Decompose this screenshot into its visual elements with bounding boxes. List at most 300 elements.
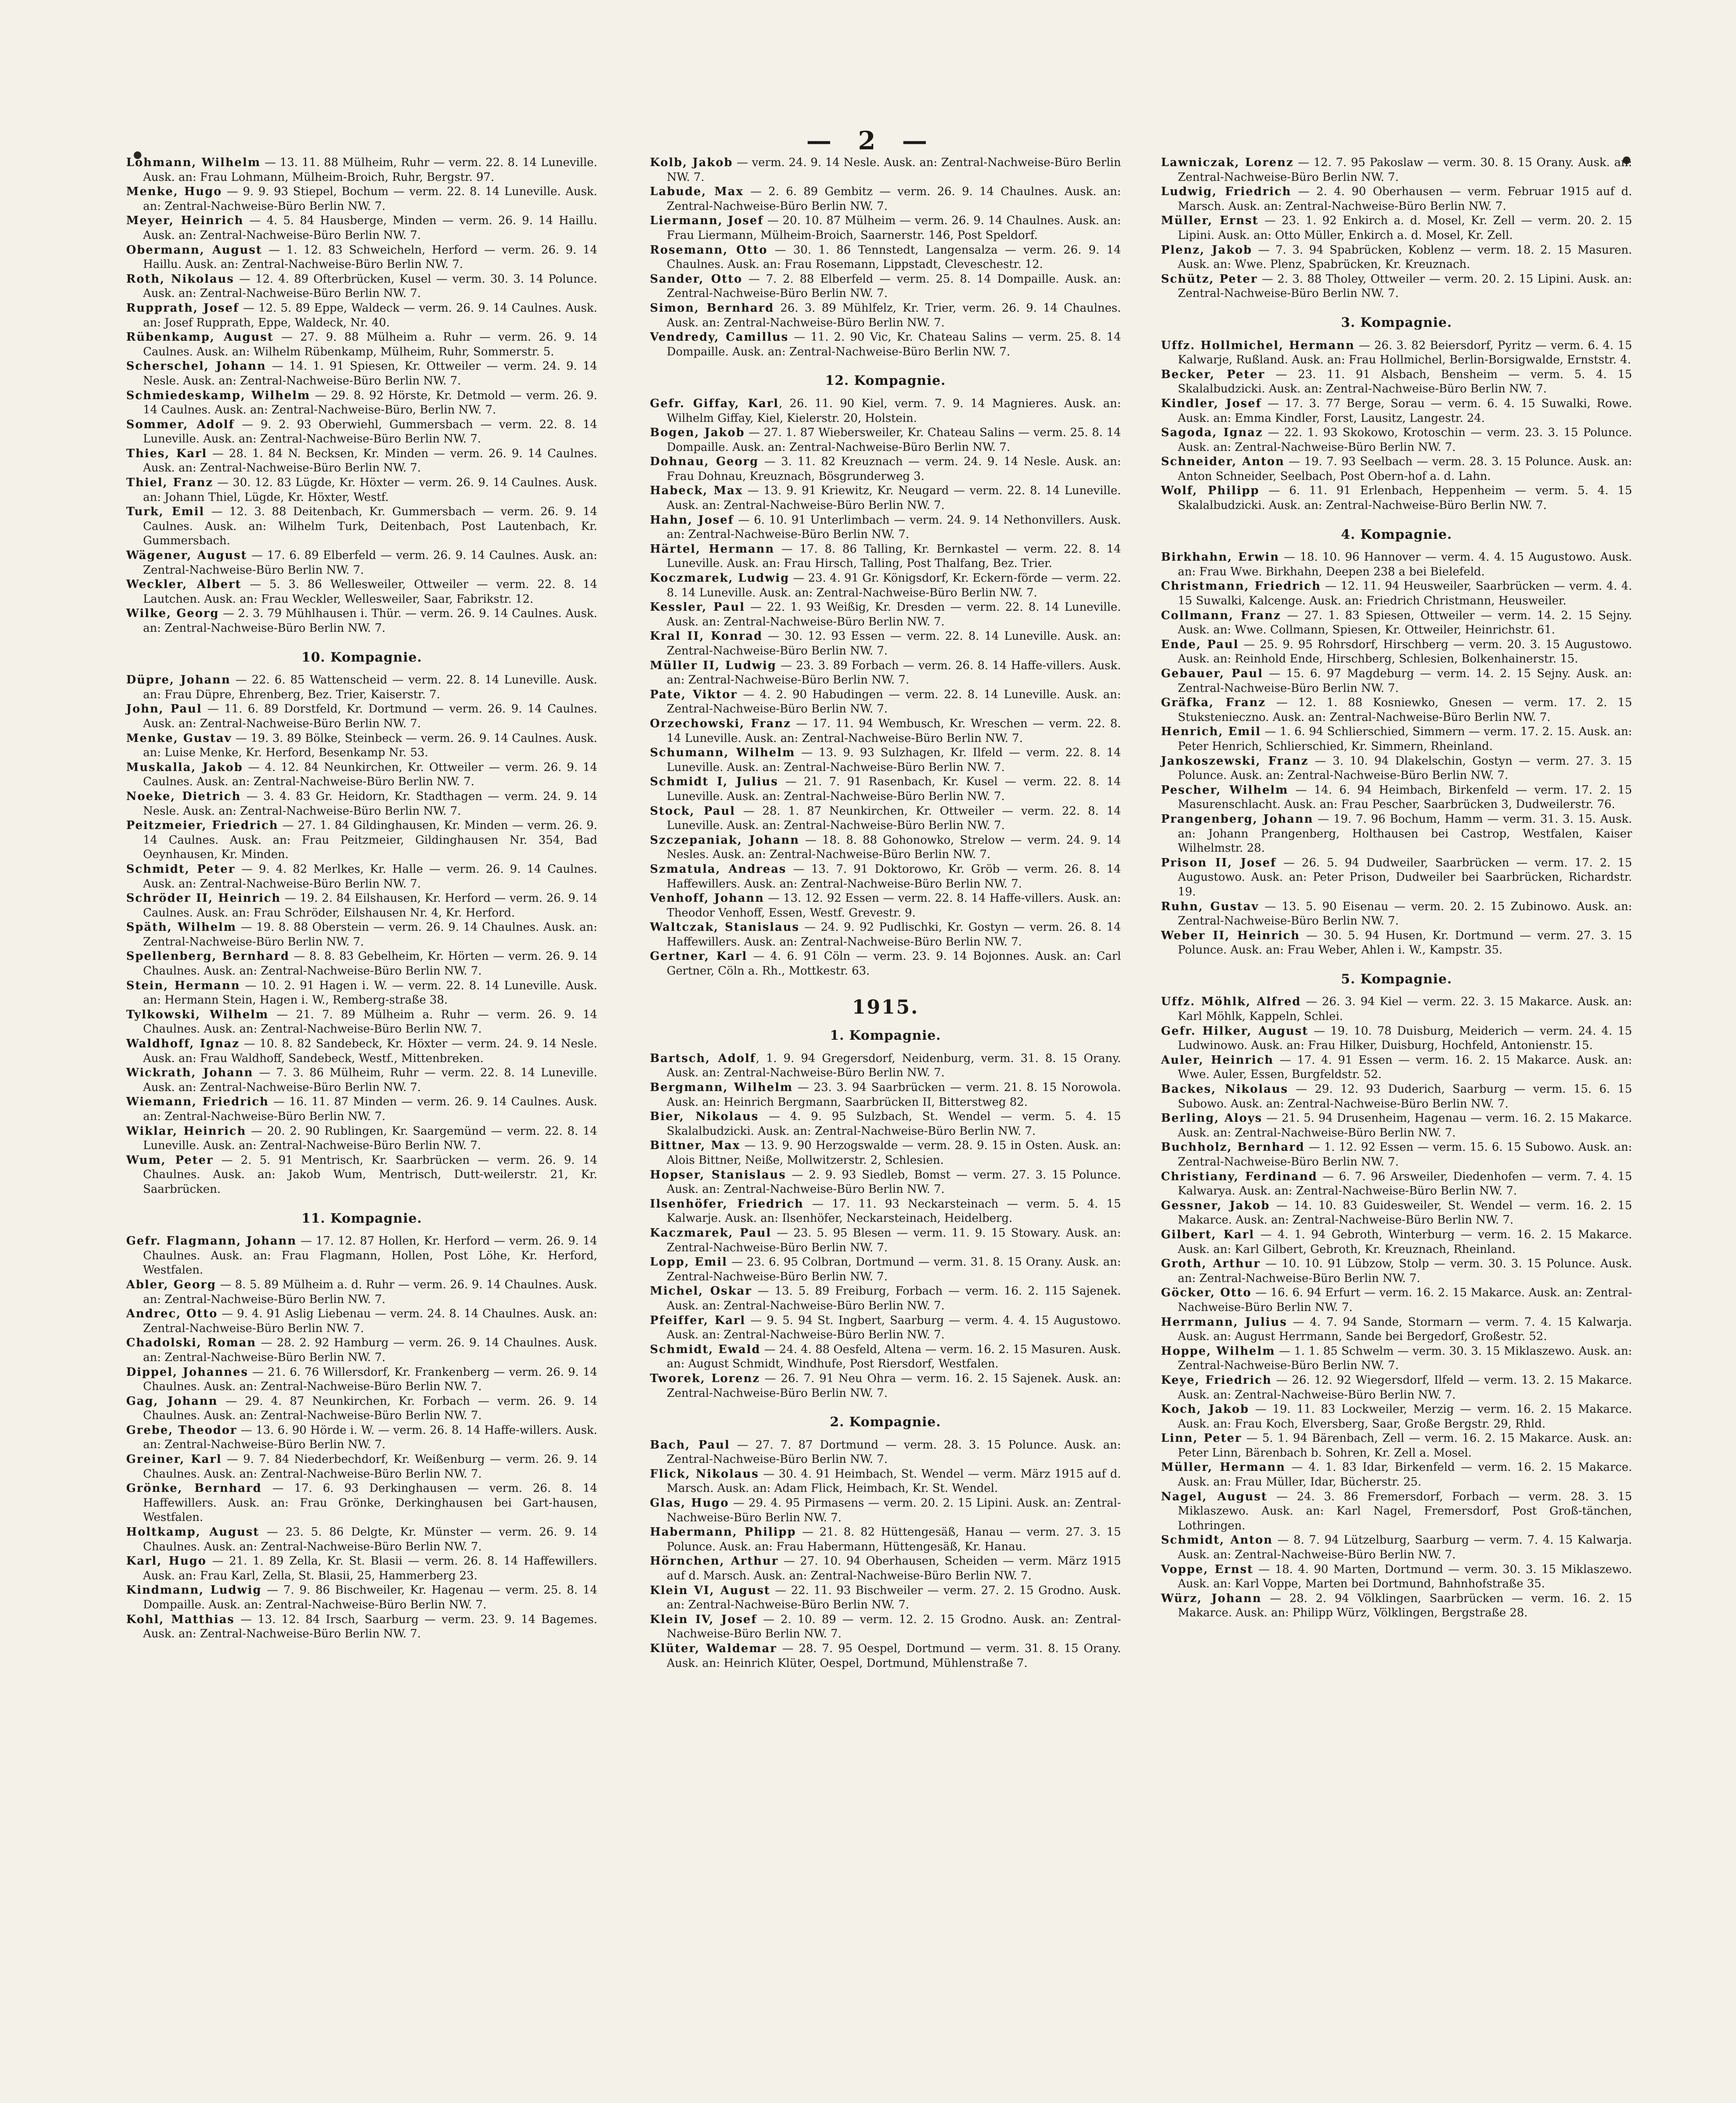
- entry-name: Stein, Hermann: [126, 979, 241, 992]
- entry-name: Weckler, Albert: [126, 578, 241, 591]
- casualty-entry: [1161, 368, 1632, 397]
- entry-details: — 9. 5. 94 St. Ingbert, Saarburg — verm. 4. 4. 15 Augustowo. Ausk. an: Zentral-Nachweise-Büro Berlin NW. 7.: [667, 1314, 1121, 1342]
- entry-name: Peitzmeier, Friedrich: [126, 819, 278, 832]
- entry-details: — 23. 4. 91 Gr. Königsdorf, Kr. Eckern-förde — verm. 22. 8. 14 Luneville. Ausk. an: Zentral-Nachweise-Büro Berlin NW. 7.: [667, 572, 1121, 599]
- entry-details: — 13. 6. 90 Hörde i. W. — verm. 26. 8. 14 Haffe-willers. Ausk. an: Zentral-Nachweise-Büro Berlin NW. 7.: [143, 1423, 597, 1451]
- entry-details: — 7. 2. 88 Elberfeld — verm. 25. 8. 14 Dompaille. Ausk. an: Zentral-Nachweise-Büro Berlin NW. 7.: [667, 272, 1121, 300]
- casualty-entry: [126, 447, 597, 476]
- entry-name: Prison II, Josef: [1161, 856, 1277, 869]
- casualty-entry: [126, 476, 597, 505]
- entry-name: Kral II, Konrad: [650, 630, 763, 643]
- entry-details: — 12. 3. 88 Deitenbach, Kr. Gummersbach — verm. 26. 9. 14 Caulnes. Ausk. an: Wilhelm Turk, Deitenbach, Post Lautenbach, Kr. Gummersbach.: [143, 505, 597, 548]
- casualty-entry: [1161, 783, 1632, 812]
- entry-details: — 21. 6. 76 Willersdorf, Kr. Frankenberg — verm. 26. 9. 14 Chaulnes. Ausk. an: Zentral-Nachweise-Büro Berlin NW. 7.: [143, 1365, 597, 1393]
- casualty-entry: [126, 891, 597, 920]
- casualty-entry: [650, 833, 1121, 862]
- entry-name: Pfeiffer, Karl: [650, 1314, 746, 1327]
- casualty-entry: [126, 1066, 597, 1095]
- casualty-entry: [1161, 1431, 1632, 1460]
- entry-name: Voppe, Ernst: [1161, 1563, 1254, 1576]
- entry-name: Roth, Nikolaus: [126, 272, 234, 286]
- casualty-entry: [126, 607, 597, 636]
- entry-details: — 13. 5. 90 Eisenau — verm. 20. 2. 15 Zubinowo. Ausk. an: Zentral-Nachweise-Büro Berlin NW. 7.: [1178, 900, 1632, 928]
- entry-details: 26. 3. 89 Mühlfelz, Kr. Trier, verm. 26. 9. 14 Chaulnes. Ausk. an: Zentral-Nachweise-Büro Berlin NW. 7.: [667, 301, 1121, 329]
- entry-name: Kessler, Paul: [650, 601, 745, 614]
- casualty-entry: [650, 1226, 1121, 1255]
- entry-details: — 11. 6. 89 Dorstfeld, Kr. Dortmund — verm. 26. 9. 14 Caulnes. Ausk. an: Zentral-Nachweise-Büro Berlin NW. 7.: [143, 702, 597, 730]
- entry-details: — 15. 6. 97 Magdeburg — verm. 14. 2. 15 Sejny. Ausk. an: Zentral-Nachweise-Büro Berlin NW. 7.: [1178, 667, 1632, 695]
- entry-name: Sagoda, Ignaz: [1161, 426, 1263, 440]
- entry-name: Tworek, Lorenz: [650, 1372, 760, 1385]
- casualty-entry: [1161, 995, 1632, 1024]
- entry-name: Schmidt, Ewald: [650, 1343, 761, 1356]
- entry-details: — 23. 1. 92 Enkirch a. d. Mosel, Kr. Zell — verm. 20. 2. 15 Lipini. Ausk. an: Otto Müller, Enkirch a. d. Mosel, Kr. Zell.: [1178, 214, 1632, 242]
- casualty-entry: [650, 1284, 1121, 1313]
- casualty-entry: [650, 1197, 1121, 1226]
- entry-name: Ende, Paul: [1161, 638, 1239, 651]
- entry-name: Bogen, Jakob: [650, 426, 745, 440]
- casualty-entry: [126, 330, 597, 359]
- entry-details: — 23. 5. 95 Blesen — verm. 11. 9. 15 Stowary. Ausk. an: Zentral-Nachweise-Büro Berlin NW. 7.: [667, 1226, 1121, 1254]
- casualty-entry: [650, 659, 1121, 688]
- casualty-entry: [650, 1255, 1121, 1284]
- casualty-entry: [1161, 609, 1632, 638]
- entry-details: — 20. 2. 90 Rublingen, Kr. Saargemünd — verm. 22. 8. 14 Luneville. Ausk. an: Zentral-Nachweise-Büro Berlin NW. 7.: [143, 1124, 597, 1152]
- entry-details: — 5. 3. 86 Wellesweiler, Ottweiler — verm. 22. 8. 14 Lautchen. Ausk. an: Frau Weckler, Wellesweiler, Saar, Fabrikstr. 12.: [143, 578, 597, 606]
- casualty-entry: [126, 731, 597, 760]
- entry-details: — 18. 8. 88 Gohonowko, Strelow — verm. 24. 9. 14 Nesles. Ausk. an: Zentral-Nachweise-Büro Berlin NW. 7.: [667, 833, 1121, 861]
- casualty-entry: [126, 1153, 597, 1197]
- entry-name: Bier, Nikolaus: [650, 1110, 759, 1123]
- entry-name: Auler, Heinrich: [1161, 1053, 1274, 1067]
- casualty-entry: [126, 1234, 597, 1278]
- entry-name: Obermann, August: [126, 243, 262, 257]
- entry-name: Pescher, Wilhelm: [1161, 783, 1288, 797]
- entry-details: — 17. 11. 94 Wembusch, Kr. Wreschen — verm. 22. 8. 14 Luneville. Ausk. an: Zentral-Nachweise-Büro Berlin NW. 7.: [667, 717, 1121, 745]
- casualty-entry: [650, 455, 1121, 484]
- entry-details: — 23. 3. 89 Forbach — verm. 26. 8. 14 Haffe-villers. Ausk. an: Zentral-Nachweise-Büro Berlin NW. 7.: [667, 659, 1121, 687]
- entry-name: Kohl, Matthias: [126, 1613, 235, 1626]
- entry-name: Christmann, Friedrich: [1161, 580, 1321, 593]
- entry-name: Chadolski, Roman: [126, 1336, 257, 1350]
- entry-details: — 25. 9. 95 Rohrsdorf, Hirschberg — verm. 20. 3. 15 Augustowo. Ausk. an: Reinhold Ende, Hirschberg, Schlesien, Bolkenhainerstr. 15.: [1178, 638, 1633, 666]
- casualty-entry: [126, 1452, 597, 1481]
- entry-name: Sander, Otto: [650, 272, 742, 286]
- entry-name: Glas, Hugo: [650, 1496, 729, 1510]
- entry-details: — 21. 7. 89 Mülheim a. Ruhr — verm. 26. 9. 14 Chaulnes. Ausk. an: Zentral-Nachweise-Büro Berlin NW. 7.: [143, 1008, 597, 1036]
- casualty-entry: [126, 1481, 597, 1525]
- entry-name: Müller, Ernst: [1161, 214, 1259, 228]
- casualty-entry: [650, 272, 1121, 301]
- entry-details: — 8. 7. 94 Lützelburg, Saarburg — verm. 7. 4. 15 Kalwarja. Ausk. an: Zentral-Nachweise-Büro Berlin NW. 7.: [1178, 1534, 1632, 1562]
- entry-name: Rübenkamp, August: [126, 331, 274, 344]
- casualty-entry: [1161, 1053, 1632, 1082]
- company-heading: 1. Kompagnie.: [830, 1028, 941, 1044]
- casualty-entry: [1161, 1257, 1632, 1286]
- entry-name: Wolf, Philipp: [1161, 484, 1259, 498]
- entry-name: Dohnau, Georg: [650, 455, 759, 469]
- casualty-entry: [650, 1110, 1121, 1139]
- entry-details: — 12. 11. 94 Heusweiler, Saarbrücken — verm. 4. 4. 15 Suwalki, Kalcenge. Ausk. an: Friedrich Christmann, Heusweiler.: [1178, 580, 1632, 608]
- entry-name: Hahn, Josef: [650, 513, 734, 527]
- entry-details: — 26. 3. 82 Beiersdorf, Pyritz — verm. 6. 4. 15 Kalwarje, Rußland. Ausk. an: Frau Hollmichel, Berlin-Borsigwalde, Ernststr. 4.: [1178, 339, 1632, 367]
- casualty-entry: [126, 1095, 597, 1124]
- entry-name: Kindmann, Ludwig: [126, 1584, 262, 1597]
- entry-details: — 6. 7. 96 Arsweiler, Diedenhofen — verm. 7. 4. 15 Kalwarya. Ausk. an: Zentral-Nachweise-Büro Berlin NW. 7.: [1178, 1170, 1632, 1198]
- entry-details: — 17. 4. 91 Essen — verm. 16. 2. 15 Makarce. Ausk. an: Wwe. Auler, Essen, Burgfeldstr. 52.: [1178, 1053, 1633, 1081]
- casualty-entry: [126, 789, 597, 818]
- entry-details: — 14. 1. 91 Spiesen, Kr. Ottweiler — verm. 24. 9. 14 Nesle. Ausk. an: Zentral-Nachweise-Büro Berlin NW. 7.: [143, 360, 597, 387]
- entry-name: Backes, Nikolaus: [1161, 1083, 1288, 1096]
- entry-name: Henrich, Emil: [1161, 725, 1261, 739]
- entry-details: — 13. 9. 91 Kriewitz, Kr. Neugard — verm. 22. 8. 14 Luneville. Ausk. an: Zentral-Nachweise-Büro Berlin NW. 7.: [667, 484, 1121, 512]
- entry-details: , 26. 11. 90 Kiel, verm. 7. 9. 14 Magnieres. Ausk. an: Wilhelm Giffay, Kiel, Kielerstr. 20, Holstein.: [667, 397, 1121, 425]
- entry-name: Uffz. Möhlk, Alfred: [1161, 995, 1301, 1009]
- entry-name: Weber II, Heinrich: [1161, 929, 1300, 942]
- entry-name: Dippel, Johannes: [126, 1365, 249, 1379]
- entry-details: — 12. 4. 89 Ofterbrücken, Kusel — verm. 30. 3. 14 Polunce. Ausk. an: Zentral-Nachweise-Büro Berlin NW. 7.: [143, 272, 597, 300]
- entry-details: — 22. 1. 93 Weißig, Kr. Dresden — verm. 22. 8. 14 Luneville. Ausk. an: Zentral-Nachweise-Büro Berlin NW. 7.: [667, 601, 1121, 628]
- entry-details: — 9. 4. 82 Merlkes, Kr. Halle — verm. 26. 9. 14 Caulnes. Ausk. an: Zentral-Nachweise-Büro Berlin NW. 7.: [143, 862, 597, 890]
- entry-details: — 12. 1. 88 Kosniewko, Gnesen — verm. 17. 2. 15 Stukstenieczno. Ausk. an: Zentral-Nachweise-Büro Berlin NW. 7.: [1178, 696, 1632, 724]
- entry-name: Greiner, Karl: [126, 1453, 222, 1466]
- entry-name: Flick, Nikolaus: [650, 1467, 759, 1481]
- casualty-entry: [1161, 156, 1632, 185]
- casualty-entry: [650, 688, 1121, 717]
- entry-name: Gefr. Giffay, Karl: [650, 397, 779, 410]
- entry-details: — 19. 2. 84 Eilshausen, Kr. Herford — verm. 26. 9. 14 Caulnes. Ausk. an: Frau Schröder, Eilshausen Nr. 4, Kr. Herford.: [143, 892, 597, 919]
- entry-name: Michel, Oskar: [650, 1285, 752, 1298]
- casualty-entry: [650, 1584, 1121, 1613]
- entry-details: — 19. 7. 93 Seelbach — verm. 28. 3. 15 Polunce. Ausk. an: Anton Schneider, Seelbach, Post Obern-hof a. d. Lahn.: [1178, 455, 1632, 483]
- entry-details: — 8. 5. 89 Mülheim a. d. Ruhr — verm. 26. 9. 14 Chaulnes. Ausk. an: Zentral-Nachweise-Büro Berlin NW. 7.: [143, 1278, 597, 1306]
- entry-details: — 7. 9. 86 Bischweiler, Kr. Hagenau — verm. 25. 8. 14 Dompaille. Ausk. an: Zentral-Nachweise-Büro Berlin NW. 7.: [143, 1584, 597, 1611]
- entry-name: Venhoff, Johann: [650, 892, 764, 905]
- casualty-entry: [1161, 1170, 1632, 1199]
- entry-name: Szmatula, Andreas: [650, 862, 787, 876]
- entry-name: Gilbert, Karl: [1161, 1228, 1255, 1241]
- casualty-entry: [126, 673, 597, 702]
- entry-name: Ilsenhöfer, Friedrich: [650, 1197, 804, 1210]
- entry-name: Kindler, Josef: [1161, 397, 1262, 410]
- casualty-entry: [650, 185, 1121, 214]
- casualty-entry: [126, 1008, 597, 1037]
- entry-details: — 24. 9. 92 Pudlischki, Kr. Gostyn — verm. 26. 8. 14 Haffewillers. Ausk. an: Zentral-Nachweise-Büro Berlin NW. 7.: [667, 921, 1121, 948]
- entry-name: Groth, Arthur: [1161, 1257, 1261, 1271]
- entry-name: Christiany, Ferdinand: [1161, 1170, 1317, 1183]
- casualty-entry: [650, 1168, 1121, 1197]
- entry-name: Labude, Max: [650, 185, 744, 199]
- casualty-entry: [1161, 696, 1632, 725]
- entry-details: — 1. 6. 94 Schlierschied, Simmern — verm. 17. 2. 15. Ausk. an: Peter Henrich, Schlierschied, Kr. Simmern, Rheinland.: [1178, 725, 1632, 753]
- entry-details: — 2. 3. 79 Mühlhausen i. Thür. — verm. 26. 9. 14 Caulnes. Ausk. an: Zentral-Nachweise-Büro Berlin NW. 7.: [143, 607, 597, 635]
- casualty-entry: [126, 1278, 597, 1307]
- casualty-entry: [650, 949, 1121, 978]
- entry-details: — 22. 11. 93 Bischweiler — verm. 27. 2. 15 Grodno. Ausk. an: Zentral-Nachweise-Büro Berlin NW. 7.: [667, 1584, 1121, 1612]
- casualty-entry: [126, 359, 597, 388]
- casualty-entry: [650, 1372, 1121, 1401]
- entry-details: — 29. 4. 87 Neunkirchen, Kr. Forbach — verm. 26. 9. 14 Chaulnes. Ausk. an: Zentral-Nachweise-Büro Berlin NW. 7.: [143, 1394, 597, 1422]
- entry-details: — 4. 6. 91 Cöln — verm. 23. 9. 14 Bojonnes. Ausk. an: Carl Gertner, Cöln a. Rh., Mottkestr. 63.: [667, 950, 1121, 978]
- casualty-entry: [1161, 667, 1632, 696]
- entry-details: — 17. 8. 86 Talling, Kr. Bernkastel — verm. 22. 8. 14 Luneville. Ausk. an: Frau Hirsch, Talling, Post Thalfang, Bez. Trier.: [667, 542, 1121, 570]
- casualty-entry: [650, 426, 1121, 455]
- company-heading: 5. Kompagnie.: [1341, 971, 1452, 987]
- entry-name: Wum, Peter: [126, 1153, 214, 1167]
- entry-name: Thies, Karl: [126, 447, 207, 460]
- entry-details: — 8. 8. 83 Gebelheim, Kr. Hörten — verm. 26. 9. 14 Chaulnes. Ausk. an: Zentral-Nachweise-Büro Berlin NW. 7.: [143, 950, 597, 978]
- entry-name: Rosemann, Otto: [650, 243, 768, 257]
- entry-name: Wiklar, Heinrich: [126, 1124, 246, 1138]
- entry-details: — 4. 5. 84 Hausberge, Minden — verm. 26. 9. 14 Haillu. Ausk. an: Zentral-Nachweise-Büro Berlin NW. 7.: [143, 214, 597, 242]
- entry-details: — 27. 1. 87 Wiebersweiler, Kr. Chateau Salins — verm. 25. 8. 14 Dompaille. Ausk. an: Zentral-Nachweise-Büro Berlin NW. 7.: [667, 426, 1121, 454]
- casualty-entry: [126, 862, 597, 891]
- entry-details: — 9. 4. 91 Aslig Liebenau — verm. 24. 8. 14 Chaulnes. Ausk. an: Zentral-Nachweise-Büro Berlin NW. 7.: [143, 1307, 597, 1335]
- casualty-entry: [650, 1343, 1121, 1372]
- entry-name: Wilke, Georg: [126, 607, 219, 620]
- entry-name: Habeck, Max: [650, 484, 743, 498]
- casualty-entry: [126, 301, 597, 330]
- casualty-entry: [126, 1336, 597, 1365]
- casualty-entry: [1161, 1490, 1632, 1534]
- entry-name: Schneider, Anton: [1161, 455, 1285, 469]
- entry-name: Bartsch, Adolf: [650, 1052, 756, 1065]
- entry-details: — 30. 12. 83 Lügde, Kr. Höxter — verm. 26. 9. 14 Caulnes. Ausk. an: Johann Thiel, Lügde, Kr. Höxter, Westf.: [143, 476, 598, 504]
- casualty-entry: [650, 571, 1121, 600]
- casualty-entry: [126, 243, 597, 272]
- casualty-entry: [126, 418, 597, 447]
- entry-details: — 17. 6. 89 Elberfeld — verm. 26. 9. 14 Caulnes. Ausk. an: Zentral-Nachweise-Büro Berlin NW. 7.: [143, 549, 597, 577]
- casualty-entry: [126, 1307, 597, 1336]
- entry-name: Koczmarek, Ludwig: [650, 572, 790, 585]
- entry-details: — 30. 1. 86 Tennstedt, Langensalza — verm. 26. 9. 14 Chaulnes. Ausk. an: Frau Rosemann, Lippstadt, Cleveschestr. 12.: [667, 243, 1121, 271]
- entry-name: Lawniczak, Lorenz: [1161, 156, 1294, 169]
- entry-details: — 27. 1. 83 Spiesen, Ottweiler — verm. 14. 2. 15 Sejny. Ausk. an: Wwe. Collmann, Spiesen, Kr. Ottweiler, Heinrichstr. 61.: [1178, 609, 1632, 637]
- entry-details: — 13. 12. 92 Essen — verm. 22. 8. 14 Haffe-villers. Ausk. an: Theodor Venhoff, Essen, Westf. Grevestr. 9.: [667, 892, 1121, 919]
- entry-details: — 22. 6. 85 Wattenscheid — verm. 22. 8. 14 Luneville. Ausk. an: Frau Düpre, Ehrenberg, Bez. Trier, Kaiserstr. 7.: [143, 673, 597, 701]
- entry-name: Liermann, Josef: [650, 214, 764, 228]
- entry-details: — 3. 4. 83 Gr. Heidorn, Kr. Stadthagen — verm. 24. 9. 14 Nesle. Ausk. an: Zentral-Nachweise-Büro Berlin NW. 7.: [143, 789, 597, 818]
- casualty-entry: [650, 1554, 1121, 1583]
- casualty-entry: [650, 1081, 1121, 1110]
- company-heading: 11. Kompagnie.: [301, 1210, 422, 1226]
- entry-details: — 16. 11. 87 Minden — verm. 26. 9. 14 Caulnes. Ausk. an: Zentral-Nachweise-Büro Berlin NW. 7.: [143, 1095, 597, 1123]
- entry-name: Hopser, Stanislaus: [650, 1168, 786, 1181]
- entry-name: Schmiedeskamp, Wilhelm: [126, 389, 310, 402]
- entry-name: Nagel, August: [1161, 1490, 1267, 1503]
- casualty-entry: [1161, 339, 1632, 368]
- entry-details: — 20. 10. 87 Mülheim — verm. 26. 9. 14 Chaulnes. Ausk. an: Frau Liermann, Mülheim-Broich, Saarnerstr. 146, Post Speldorf.: [667, 214, 1121, 242]
- casualty-entry: [650, 1496, 1121, 1525]
- entry-details: — 9. 2. 93 Oberwiehl, Gummersbach — verm. 22. 8. 14 Luneville. Ausk. an: Zentral-Nachweise-Büro Berlin NW. 7.: [143, 418, 597, 446]
- entry-name: Bittner, Max: [650, 1139, 740, 1152]
- casualty-entry: [1161, 1344, 1632, 1373]
- entry-details: — 4. 2. 90 Habudingen — verm. 22. 8. 14 Luneville. Ausk. an: Zentral-Nachweise-Büro Berlin NW. 7.: [667, 688, 1121, 716]
- entry-name: Wägener, August: [126, 549, 247, 562]
- column-right: [1161, 156, 1632, 1621]
- entry-name: Waldhoff, Ignaz: [126, 1037, 240, 1051]
- entry-name: Gebauer, Paul: [1161, 667, 1263, 680]
- entry-details: — 16. 6. 94 Erfurt — verm. 16. 2. 15 Makarce. Ausk. an: Zentral-Nachweise-Büro Berlin NW. 7.: [1178, 1286, 1632, 1314]
- casualty-entry: [650, 1467, 1121, 1496]
- entry-name: Bergmann, Wilhelm: [650, 1081, 793, 1094]
- entry-details: — 13. 7. 91 Doktorowo, Kr. Gröb — verm. 26. 8. 14 Haffewillers. Ausk. an: Zentral-Nachweise-Büro Berlin NW. 7.: [667, 862, 1121, 890]
- casualty-entry: [1161, 1315, 1632, 1344]
- entry-details: — 27. 1. 84 Gildinghausen, Kr. Minden — verm. 26. 9. 14 Caulnes. Ausk. an: Frau Peitzmeier, Gildinghausen Nr. 354, Bad Oeynhausen, Kr. Minden.: [143, 819, 597, 861]
- header-dash-left: —: [806, 126, 834, 156]
- entry-name: Gag, Johann: [126, 1394, 218, 1408]
- entry-name: Waltczak, Stanislaus: [650, 921, 800, 934]
- entry-details: — 4. 1. 83 Idar, Birkenfeld — verm. 16. 2. 15 Makarce. Ausk. an: Frau Müller, Idar, Bücherstr. 25.: [1178, 1461, 1632, 1489]
- entry-name: Simon, Bernhard: [650, 301, 774, 315]
- entry-name: Sommer, Adolf: [126, 418, 235, 431]
- entry-details: — 17. 3. 77 Berge, Sorau — verm. 6. 4. 15 Suwalki, Rowe. Ausk. an: Emma Kindler, Forst, Lausitz, Langestr. 24.: [1178, 397, 1632, 425]
- casualty-entry: [126, 1554, 597, 1583]
- casualty-entry: [650, 775, 1121, 804]
- entry-name: Hörnchen, Arthur: [650, 1555, 779, 1568]
- casualty-entry: [126, 389, 597, 418]
- entry-name: Späth, Wilhelm: [126, 921, 237, 934]
- entry-name: Menke, Hugo: [126, 185, 222, 199]
- entry-details: — 2. 4. 90 Oberhausen — verm. Februar 1915 auf d. Marsch. Ausk. an: Zentral-Nachweise-Büro Berlin NW. 7.: [1178, 185, 1632, 213]
- column-middle: [650, 156, 1121, 1671]
- casualty-entry: [650, 1438, 1121, 1467]
- casualty-entry: [1161, 272, 1632, 301]
- casualty-entry: [1161, 397, 1632, 426]
- entry-details: — 14. 6. 94 Heimbach, Birkenfeld — verm. 17. 2. 15 Masurenschlacht. Ausk. an: Frau Pescher, Saarbrücken 3, Dudweilerstr. 76.: [1178, 783, 1632, 811]
- entry-name: Schütz, Peter: [1161, 272, 1258, 286]
- column-left: [126, 156, 597, 1642]
- casualty-entry: [126, 1037, 597, 1066]
- entry-name: Noeke, Dietrich: [126, 789, 241, 803]
- casualty-entry: [650, 513, 1121, 542]
- entry-name: Thiel, Franz: [126, 476, 213, 490]
- casualty-entry: [1161, 1286, 1632, 1315]
- entry-details: — 29. 4. 95 Pirmasens — verm. 20. 2. 15 Lipini. Ausk. an: Zentral-Nachweise-Büro Berlin NW. 7.: [667, 1496, 1121, 1524]
- casualty-entry: [1161, 214, 1632, 243]
- casualty-entry: [1161, 1402, 1632, 1431]
- entry-name: Gefr. Hilker, August: [1161, 1024, 1309, 1038]
- entry-details: — 24. 3. 86 Fremersdorf, Forbach — verm. 28. 3. 15 Miklaszewo. Ausk. an: Karl Nagel, Fremersdorf, Post Groß-tänchen, Lothringen.: [1178, 1490, 1632, 1532]
- entry-details: — 26. 3. 94 Kiel — verm. 22. 3. 15 Makarce. Ausk. an: Karl Möhlk, Kappeln, Schlei.: [1178, 995, 1632, 1023]
- entry-details: — 21. 7. 91 Rasenbach, Kr. Kusel — verm. 22. 8. 14 Luneville. Ausk. an: Zentral-Nachweise-Büro Berlin NW. 7.: [667, 775, 1121, 803]
- entry-name: Gräfka, Franz: [1161, 696, 1266, 710]
- casualty-entry: [1161, 550, 1632, 579]
- entry-name: Berling, Aloys: [1161, 1112, 1262, 1125]
- entry-details: — 27. 10. 94 Oberhausen, Scheiden — verm. März 1915 auf d. Marsch. Ausk. an: Zentral-Nachweise-Büro Berlin NW. 7.: [667, 1555, 1121, 1583]
- entry-details: — 23. 6. 95 Colbran, Dortmund — verm. 31. 8. 15 Orany. Ausk. an: Zentral-Nachweise-Büro Berlin NW. 7.: [667, 1255, 1121, 1283]
- entry-name: Grönke, Bernhard: [126, 1482, 262, 1495]
- entry-name: Wiemann, Friedrich: [126, 1095, 269, 1109]
- casualty-entry: [126, 505, 597, 548]
- entry-details: — 3. 10. 94 Dlakelschin, Gostyn — verm. 27. 3. 15 Polunce. Ausk. an: Zentral-Nachweise-Büro Berlin NW. 7.: [1178, 754, 1632, 782]
- company-heading: 10. Kompagnie.: [301, 649, 422, 665]
- entry-name: Wickrath, Johann: [126, 1066, 254, 1080]
- entry-details: — 19. 3. 89 Bölke, Steinbeck — verm. 26. 9. 14 Caulnes. Ausk. an: Luise Menke, Kr. Herford, Besenkamp Nr. 53.: [143, 731, 598, 760]
- casualty-entry: [650, 891, 1121, 920]
- entry-details: — 19. 11. 83 Lockweiler, Merzig — verm. 16. 2. 15 Makarce. Ausk. an: Frau Koch, Elversberg, Saar, Große Bergstr. 29, Rhld.: [1178, 1403, 1632, 1430]
- entry-details: — 18. 10. 96 Hannover — verm. 4. 4. 15 Augustowo. Ausk. an: Frau Wwe. Birkhahn, Deepen 238 a bei Bielefeld.: [1178, 551, 1632, 578]
- entry-details: — 4. 7. 94 Sande, Stormarn — verm. 7. 4. 15 Kalwarja. Ausk. an: August Herrmann, Sande bei Bergedorf, Großestr. 52.: [1178, 1315, 1632, 1343]
- entry-name: Schmidt, Peter: [126, 862, 236, 876]
- casualty-entry: [126, 156, 597, 185]
- entry-details: — 10. 8. 82 Sandebeck, Kr. Höxter — verm. 24. 9. 14 Nesle. Ausk. an: Frau Waldhoff, Sandebeck, Westf., Mittenbreken.: [143, 1037, 597, 1065]
- casualty-entry: [650, 804, 1121, 833]
- casualty-entry: [650, 397, 1121, 426]
- entry-details: — 23. 3. 94 Saarbrücken — verm. 21. 8. 15 Norowola. Ausk. an: Heinrich Bergmann, Saarbrücken II, Bitterstweg 82.: [667, 1081, 1121, 1109]
- entry-name: Hoppe, Wilhelm: [1161, 1344, 1275, 1358]
- entry-details: — 19. 10. 78 Duisburg, Meiderich — verm. 24. 4. 15 Ludwinowo. Ausk. an: Frau Hilker, Duisburg, Hochfeld, Antonienstr. 15.: [1178, 1024, 1632, 1052]
- entry-name: Collmann, Franz: [1161, 609, 1281, 622]
- entry-name: Grebe, Theodor: [126, 1423, 237, 1437]
- casualty-entry: [126, 1394, 597, 1423]
- casualty-entry: [650, 1139, 1121, 1168]
- entry-details: — 27. 9. 88 Mülheim a. Ruhr — verm. 26. 9. 14 Caulnes. Ausk. an: Wilhelm Rübenkamp, Mülheim, Ruhr, Sommerstr. 5.: [143, 331, 597, 358]
- entry-name: Uffz. Hollmichel, Hermann: [1161, 339, 1355, 352]
- casualty-entry: [126, 1583, 597, 1612]
- casualty-entry: [126, 1423, 597, 1452]
- casualty-entry: [650, 1613, 1121, 1642]
- entry-name: Gessner, Jakob: [1161, 1199, 1270, 1212]
- entry-name: Abler, Georg: [126, 1278, 216, 1291]
- entry-details: — 1. 12. 92 Essen — verm. 15. 6. 15 Subowo. Ausk. an: Zentral-Nachweise-Büro Berlin NW. 7.: [1178, 1141, 1632, 1168]
- entry-details: — 13. 9. 93 Sulzhagen, Kr. Ilfeld — verm. 22. 8. 14 Luneville. Ausk. an: Zentral-Nachweise-Büro Berlin NW. 7.: [667, 746, 1121, 774]
- entry-details: — 30. 4. 91 Heimbach, St. Wendel — verm. März 1915 auf d. Marsch. Ausk. an: Adam Flick, Heimbach, Kr. St. Wendel.: [667, 1467, 1121, 1495]
- entry-details: — 9. 7. 84 Niederbechdorf, Kr. Weißenburg — verm. 26. 9. 14 Chaulnes. Ausk. an: Zentral-Nachweise-Büro Berlin NW. 7.: [143, 1453, 597, 1481]
- casualty-entry: [1161, 185, 1632, 214]
- casualty-entry: [650, 746, 1121, 775]
- casualty-entry: [650, 301, 1121, 330]
- entry-name: Orzechowski, Franz: [650, 717, 791, 730]
- entry-details: — 26. 12. 92 Wiegersdorf, Ilfeld — verm. 13. 2. 15 Makarce. Ausk. an: Zentral-Nachweise-Büro Berlin NW. 7.: [1178, 1373, 1633, 1401]
- year-heading: 1915.: [852, 995, 919, 1018]
- casualty-entry: [650, 920, 1121, 949]
- entry-name: Kaczmarek, Paul: [650, 1226, 771, 1240]
- casualty-entry: [126, 1525, 597, 1554]
- entry-details: — 24. 4. 88 Oesfeld, Altena — verm. 16. 2. 15 Masuren. Ausk. an: August Schmidt, Windhufe, Post Riersdorf, Westfalen.: [667, 1343, 1121, 1371]
- entry-name: Schröder II, Heinrich: [126, 892, 281, 905]
- entry-details: — verm. 24. 9. 14 Nesle. Ausk. an: Zentral-Nachweise-Büro Berlin NW. 7.: [667, 156, 1121, 184]
- entry-details: — 12. 7. 95 Pakoslaw — verm. 30. 8. 15 Orany. Ausk. an: Zentral-Nachweise-Büro Berlin NW. 7.: [1178, 156, 1632, 184]
- entry-details: — 29. 8. 92 Hörste, Kr. Detmold — verm. 26. 9. 14 Caulnes. Ausk. an: Zentral-Nachweise-Büro, Berlin NW. 7.: [143, 389, 597, 417]
- entry-name: Becker, Peter: [1161, 368, 1265, 381]
- entry-details: — 30. 12. 93 Essen — verm. 22. 8. 14 Luneville. Ausk. an: Zentral-Nachweise-Büro Berlin NW. 7.: [667, 630, 1121, 657]
- entry-name: Szczepaniak, Johann: [650, 833, 800, 847]
- entry-details: — 1. 12. 83 Schweicheln, Herford — verm. 26. 9. 14 Haillu. Ausk. an: Zentral-Nachweise-Büro Berlin NW. 7.: [143, 243, 598, 271]
- entry-name: Härtel, Hermann: [650, 542, 775, 556]
- casualty-entry: [650, 717, 1121, 746]
- entry-details: — 2. 10. 89 — verm. 12. 2. 15 Grodno. Ausk. an: Zentral-Nachweise-Büro Berlin NW. 7.: [667, 1613, 1121, 1641]
- entry-details: — 28. 1. 84 N. Becksen, Kr. Minden — verm. 26. 9. 14 Caulnes. Ausk. an: Zentral-Nachweise-Büro Berlin NW. 7.: [143, 447, 597, 475]
- casualty-entry: [1161, 1373, 1632, 1402]
- casualty-entry: [126, 760, 597, 789]
- casualty-entry: [650, 330, 1121, 359]
- casualty-entry: [1161, 1563, 1632, 1592]
- casualty-entry: [650, 243, 1121, 272]
- entry-name: John, Paul: [126, 702, 202, 716]
- entry-details: — 26. 5. 94 Dudweiler, Saarbrücken — verm. 17. 2. 15 Augustowo. Ausk. an: Peter Prison, Dudweiler bei Saarbrücken, Richardstr. 19.: [1178, 856, 1632, 898]
- casualty-entry: [650, 542, 1121, 571]
- casualty-entry: [1161, 1024, 1632, 1053]
- entry-details: — 26. 7. 91 Neu Ohra — verm. 16. 2. 15 Sajenek. Ausk. an: Zentral-Nachweise-Büro Berlin NW. 7.: [667, 1372, 1121, 1400]
- casualty-entry: [650, 1525, 1121, 1554]
- entry-details: — 2. 3. 88 Tholey, Ottweiler — verm. 20. 2. 15 Lipini. Ausk. an: Zentral-Nachweise-Büro Berlin NW. 7.: [1178, 272, 1632, 300]
- entry-name: Linn, Peter: [1161, 1432, 1242, 1445]
- entry-name: Vendredy, Camillus: [650, 331, 789, 344]
- entry-details: — 29. 12. 93 Duderich, Saarburg — verm. 15. 6. 15 Subowo. Ausk. an: Zentral-Nachweise-Büro Berlin NW. 7.: [1178, 1083, 1632, 1110]
- entry-details: — 10. 10. 91 Lübzow, Stolp — verm. 30. 3. 15 Polunce. Ausk. an: Zentral-Nachweise-Büro Berlin NW. 7.: [1178, 1257, 1632, 1285]
- casualty-entry: [650, 156, 1121, 185]
